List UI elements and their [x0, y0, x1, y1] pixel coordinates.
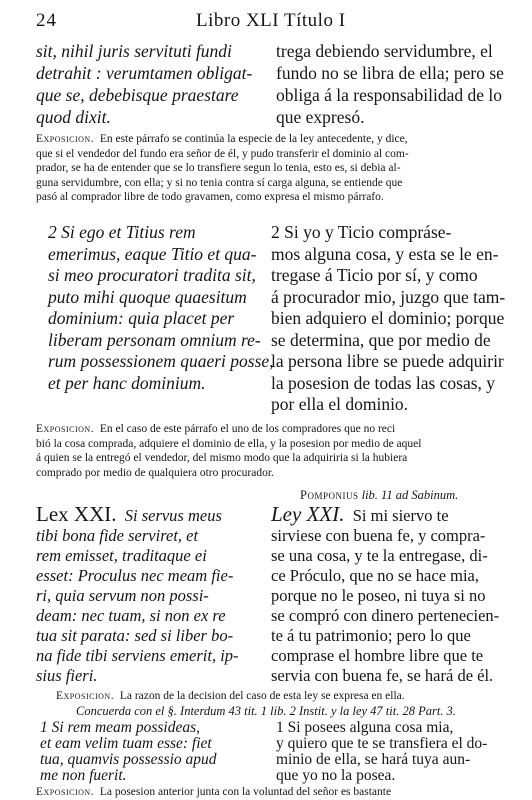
- source-citation: Pomponius lib. 11 ad Sabinum.: [300, 488, 459, 502]
- page-number: 24: [36, 10, 57, 31]
- section-1-spanish-final: 1 Si posees alguna cosa mia, y quiero que te se transfiera el do- minio de ella, se hará tuya aun- que yo no la posea.: [276, 719, 488, 784]
- concordance-note: Concuerda con el §. Interdum 43 tit. 1 lib. 2 Instit. y la ley 47 tit. 28 Part. 3.: [76, 704, 456, 718]
- section-2-spanish: 2 Si yo y Ticio compráse- mos alguna cosa, y esta se le en- tregase á Ticio por sí, y como á procurador mio, juzgo que tam- bien adquiero el dominio; porque se determina, que por medio de la persona libre se puede adquirir la posesion de todas las cosas, y por ella el dominio.: [271, 222, 506, 414]
- exposition-2: Exposicion. En el caso de este párrafo el uno de los compradores que no reci bió la cosa comprada, adquiere el dominio de ella, y la posesion por medio de aquel á quien se la entregó el vendedor, del mismo modo que la adquiriria si la hubiera comprado por medio de qualquiera otro procurador.: [36, 423, 422, 479]
- ley-heading: Ley XXI.: [271, 502, 345, 526]
- exposition-1: Exposicion. En este párrafo se continúa la especie de la ley antecedente, y dice, que si el vendedor del fundo era señor de él, y pudo transferir el dominio al com- prador, se ha de entender que se lo transfiere segun lo tenia, esto es, si debia al- guna servidumbre, con ella; y si no tenia contra sí carga alguna, se entiende que pasó al comprador libre de todo gravamen, como expresa el mismo párrafo.: [36, 133, 409, 203]
- exposition-3: Exposicion. La razon de la decision del caso de esta ley se expresa en ella.: [56, 690, 405, 702]
- exposition-4: Exposicion. La posesion anterior junta con la voluntad del señor es bastante: [36, 786, 392, 798]
- latin-continuation: sit, nihil juris servituti fundi detrahit : verumtamen obligat- que se, debebisque praestare quod dixit.: [36, 41, 253, 127]
- exposition-label: Exposicion.: [36, 133, 95, 145]
- spanish-continuation: trega debiendo servidumbre, el fundo no se libra de ella; pero se obliga á la responsabilidad de lo que expresó.: [276, 41, 504, 127]
- lex-heading: Lex XXI.: [36, 502, 117, 526]
- section-2-latin: 2 Si ego et Titius rem emerimus, eaque Titio et qua- si meo procuratori tradita sit, puto mihi quoque quaesitum dominium: quia placet per liberam personam omnium re- rum possessionem quaeri posse, et per hanc dominium.: [48, 222, 274, 393]
- exposition-label: Exposicion.: [36, 423, 95, 435]
- section-1-latin-final: 1 Si rem meam possideas, et eam velim tuam esse: fiet tua, quamvis possessio apud me non fuerit.: [40, 719, 217, 784]
- running-title: Libro XLI Título I: [196, 10, 346, 31]
- exposition-label: Exposicion.: [56, 690, 115, 702]
- lex-21-latin: Lex XXI. Si servus meus tibi bona fide serviret, et rem emisset, traditaque ei esset: Proculus nec meam fie- ri, quia servum non possi- deam: nec tuam, si non ex re tua sit parata: sed si liber bo- na fide tibi serviens emerit, ip- sius fieri.: [36, 502, 239, 685]
- exposition-label: Exposicion.: [36, 786, 95, 798]
- ley-21-spanish: Ley XXI. Si mi siervo te sirviese con buena fe, y compra- se una cosa, y te la entregase, di- ce Próculo, que no se hace mia, porque no le poseo, ni tuya si no se compró con dinero pertenecien- te á tu patrimonio; pero lo que comprase el hombre libre que te servia con buena fe, se hará de él.: [271, 502, 500, 685]
